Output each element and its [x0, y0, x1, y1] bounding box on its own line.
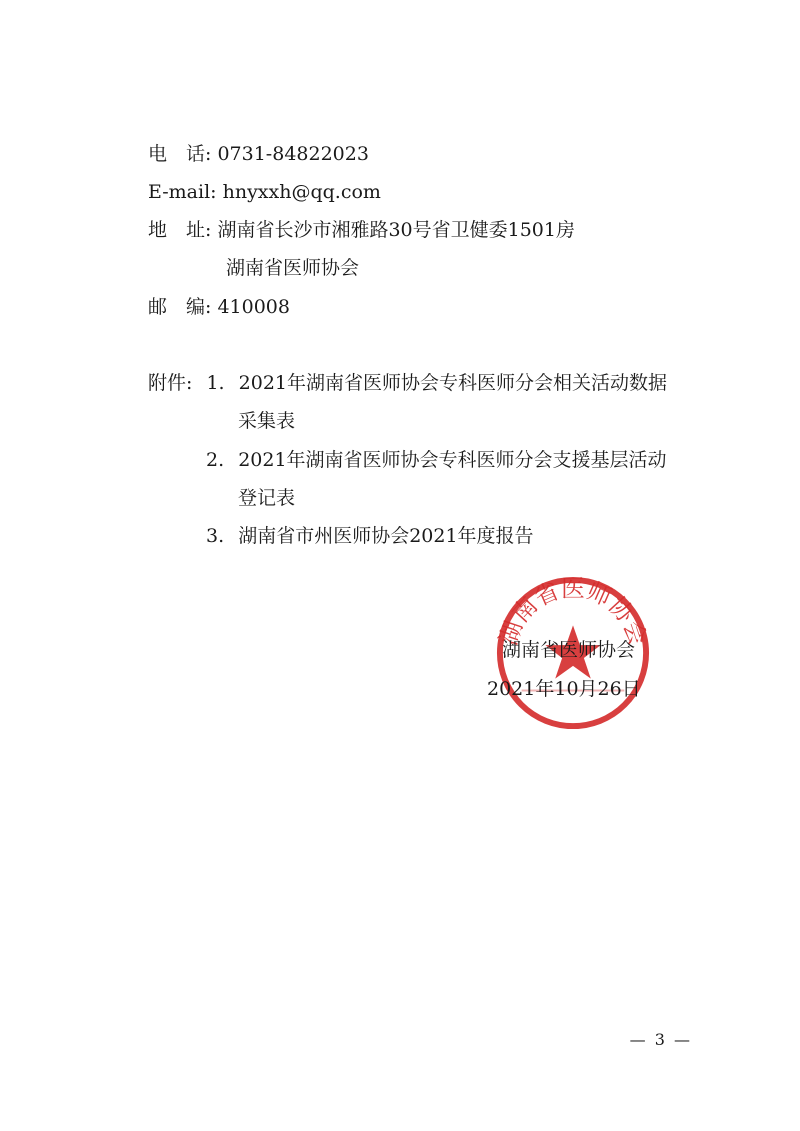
address-line-2 — [226, 256, 359, 280]
email-label: E-mail: — [148, 181, 217, 203]
attachment-1-cont — [238, 409, 295, 433]
address-value-line2: 湖南省医师协会 — [226, 257, 360, 279]
postcode-label: 邮 编: — [148, 296, 212, 318]
seal-text: 湖南省医师协会 — [494, 574, 652, 649]
email-value: hnyxxh@qq.com — [222, 181, 381, 203]
phone-value: 0731-84822023 — [217, 143, 369, 165]
attachment-num: 1. — [206, 372, 225, 394]
address-value-line1: 湖南省长沙市湘雅路30号省卫健委1501房 — [217, 219, 575, 241]
attachment-title: 湖南省市州医师协会2021年度报告 — [238, 525, 534, 547]
attachment-3 — [206, 524, 534, 548]
attachments-label: 附件: — [148, 372, 193, 394]
attachment-title: 2021年湖南省医师协会专科医师分会支援基层活动 — [238, 449, 667, 471]
phone-label: 电 话: — [148, 143, 212, 165]
postcode-value: 410008 — [217, 296, 290, 318]
signature-org: 湖南省医师协会 — [502, 639, 636, 661]
attachment-num: 3. — [206, 525, 225, 547]
postcode-line — [148, 295, 290, 319]
page-number: — 3 — — [629, 1030, 692, 1049]
attachment-num: 2. — [206, 449, 225, 471]
phone-line — [148, 142, 369, 166]
attachment-2 — [206, 448, 667, 472]
attachment-2-cont — [238, 486, 295, 510]
attachment-title-cont: 登记表 — [238, 487, 296, 509]
attachment-title-cont: 采集表 — [238, 410, 296, 432]
attachment-1 — [148, 371, 667, 395]
address-line — [148, 218, 575, 242]
signature-date: 2021年10月26日 — [487, 678, 641, 700]
address-label: 地 址: — [148, 219, 212, 241]
email-line — [148, 180, 381, 204]
attachment-title: 2021年湖南省医师协会专科医师分会相关活动数据 — [238, 372, 667, 394]
